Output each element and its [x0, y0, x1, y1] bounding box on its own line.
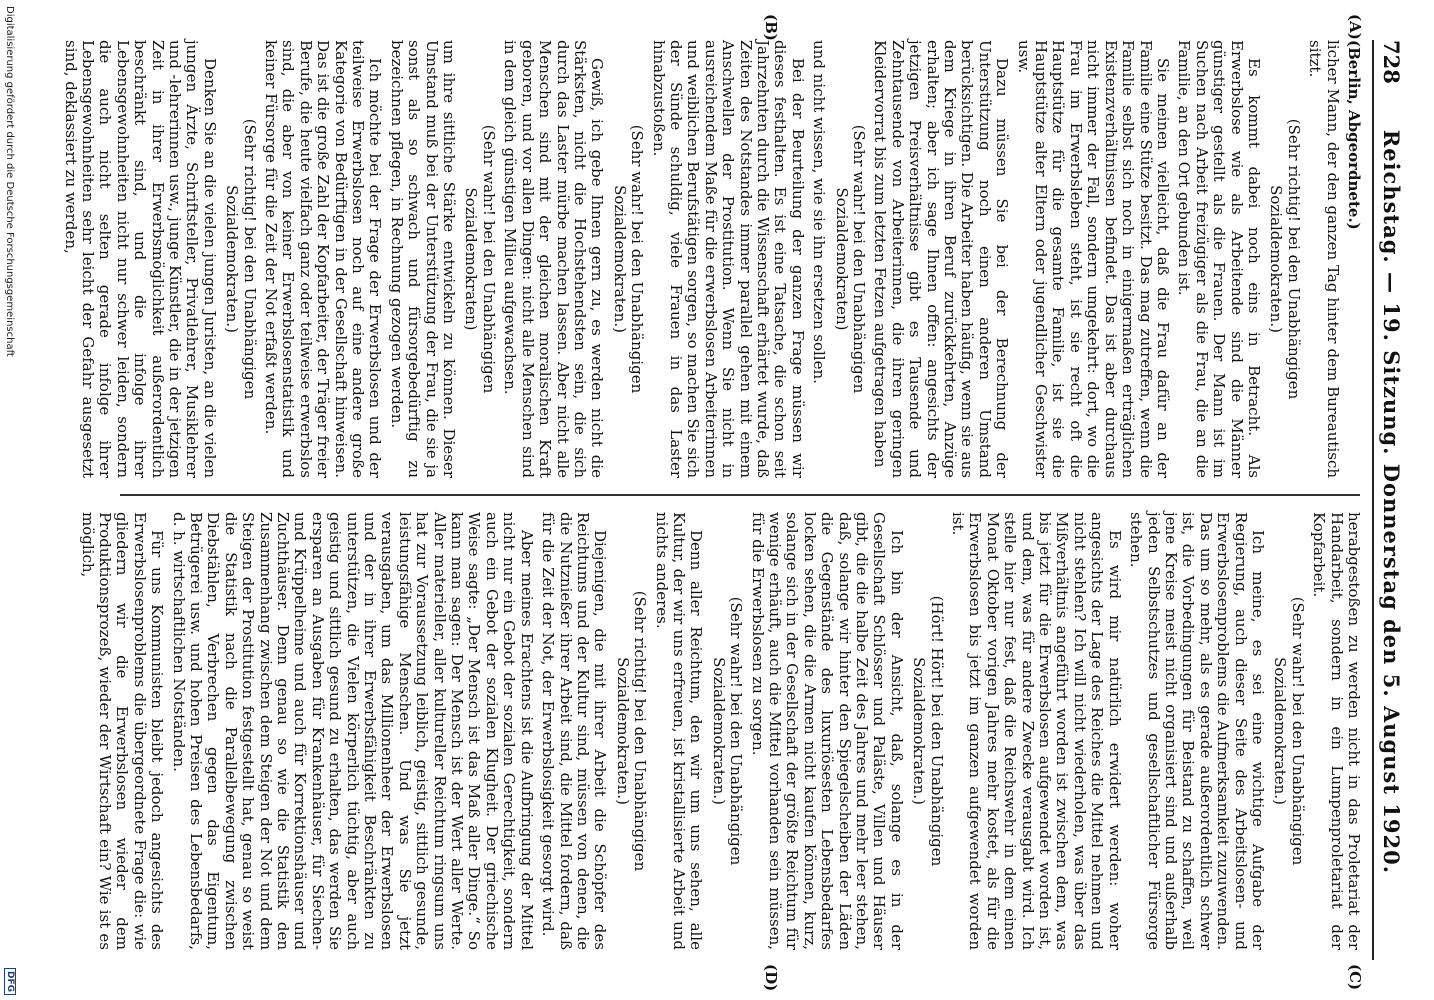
page-number: 728 [1379, 40, 1405, 84]
interjection: (Sehr richtig! bei den Unabhängigen Sozialdemokraten.) [223, 118, 259, 400]
interjection: (Sehr wahr! bei den Unabhängigen Sozialdemokraten.) [1271, 596, 1307, 866]
right-text-column [78, 512, 1363, 950]
paragraph: Ich bin der Ansicht, daß, solange es in der Gesellschaft Schlösser und Paläste, Villen und Häuser gibt, die die halbe Zeit des Jahres und mehr leer stehen, daß, solange wir hinter den Spiegelscheiben der Läden die Gegenstände des luxuriösesten Lebensbedarfes locken sehen, die die Armen nicht kaufen können, kurz, solange sich in der Gesellschaft der größte Reichtum für wenige erhäuft, auch die Mittel vorhanden sein müssen, für die Erwerbslosen zu sorgen. [748, 512, 906, 950]
page-title: Reichstag. — 19. Sitzung. Donnerstag den 5. August 1920. [1379, 129, 1405, 875]
interjection: (Sehr wahr! bei den Unabhängigen Sozialdemokraten) [462, 124, 498, 394]
paragraph [1345, 40, 1362, 478]
interjection: (Sehr wahr! bei den Unabhängigen Sozialdemokraten.) [610, 124, 647, 394]
paragraph: Diejenigen, die mit ihrer Arbeit die Schöpfer des Reichtums und der Kultur sind, müssen von denen, die die Nutznießer ihrer Arbeit sind, die Mittel fordern, daß für die Zeit der Not, der Erwerbslosigkeit gesorgt wird. [539, 512, 610, 950]
paragraph: Ich meine, es sei eine wichtige Aufgabe der Regierung, auch dieser Seite des Arbeitslosen- und Erwerbslosenproblems die Aufmerksamkeit zuzuwenden. Das um so mehr, als es gerade außerordentlich schwer ist, die Vorbedingungen für Beistand zu schaffen, weil jene Kreise meist nicht organisiert sind und außerhalb jeden Selbstschutzes und gesellschaftlicher Fürsorge stehen. [1127, 512, 1267, 950]
paragraph: herabgestoßen zu werden nicht in das Proletariat der Handarbeit, sondern in ein Lumpenproletariat der Kopfarbeit. [1310, 512, 1363, 950]
paragraph: Es kommt dabei noch eins in Betracht. Als Erwerbslose wie als Arbeitende sind die Männer günstiger gestellt als die Frauen. Der Mann ist im Suchen nach Arbeit freizügiger als die Frau, die an die Familie, an den Ort gebunden ist. [1175, 40, 1263, 478]
interjection: (Hört! Hört! bei den Unabhängigen Sozialdemokraten.) [910, 595, 946, 867]
paragraph: Es wird mir natürlich erwidert werden: woher angesichts der Lage des Reiches die Mittel nehmen und nicht stehlen? Ich will nicht wiederholen, was über das Mißverhältnis angeführt worden ist zwischen dem, was bis jetzt für die Erwerbslosen aufgewendet worden ist, und dem, was für andere Zwecke verausgabt wird. Ich stelle hier nur fest, daß die Reichswehr in dem einen Monat Oktober vorigen Jahres mehr kostet, als für die Erwerbslosen bis jetzt im ganzen aufgewendet worden ist. [949, 512, 1124, 950]
speaker-label: (Berlin, Abgeordnete.) [1345, 40, 1363, 230]
digitization-footer [4, 6, 16, 995]
paragraph: und nicht wissen, wie sie ihn ersetzen sollen. [810, 40, 829, 384]
interjection: (Sehr wahr! bei den Unabhängigen Sozialdemokraten) [832, 124, 869, 394]
paragraph: Sie meinen vielleicht, daß die Frau dafür an der Familie eine Stütze besitzt. Das mag zutreffen, wenn die Familie selbst sich noch in einigermaßen erträglichen Existenzverhältnissen befindet. Das ist aber durchaus nicht immer der Fall, sondern umgekehrt: dort, wo die Frau im Erwerbsleben steht, ist sie recht oft die Hauptstütze für die gesamte Familie, ist sie die Hauptstütze alter Eltern oder jugendlicher Geschwister usw. [1014, 40, 1172, 478]
paragraph: Aber meines Erachtens ist die Aufbringung der Mittel nicht nur ein Gebot der sozialen Gerechtigkeit, sondern auch ein Gebot der sozialen Klugheit. Der griechische Weise sagte: „Der Mensch ist das Maß aller Dinge.“ So kann man sagen: Der Mensch ist der Wert aller Werte. Aller materieller, aller kultureller Reichtum ringsum uns hat zur Voraussetzung leiblich, geistig, sittlich gesunde, leistungsfähige Menschen. Und was Sie jetzt verausgaben, um das Millionenheer der Erwerbslosen und der in ihrer Erwerbsfähigkeit Beschränkten zu unterstützen, die Vielen körperlich tüchtig, aber auch geistig und sittlich gesund zu erhalten, das werden Sie ersparen an Ausgaben für Krankenhäuser, für Siechen- und Krüppelheime und auch für Korrektionshäuser und Zuchthäuser. Denn genau so wie die Statistik den Zusammenhang zwischen dem Steigen der Not und dem Steigen der Prostitution festgestellt hat, genau so weist die Statistik nach die Parallelbewegung zwischen Diebstählen, Verbrechen gegen das Eigentum, Betrügerei usw. und hohen Preisen des Lebensbedarfs, d. h. wirtschaftlichen Notständen. [169, 512, 536, 950]
interjection: (Sehr wahr! bei den Unabhängigen Sozialdemokraten.) [709, 596, 746, 866]
margin-marker-a: (A) [1346, 14, 1364, 40]
paragraph: Bei der Beurteilung der ganzen Frage müssen wir dieses festhalten. Es ist eine Tatsache, die schon seit Jahrzehnten durch die Wissenschaft erhärtet wurde, daß Zeiten des Notstandes immer parallel gehen mit einem Anschwellen der Prostitution. Wenn Sie nicht in ausreichendem Maße für die erwerbslosen Arbeiterinnen und weiblichen Berufstätigen sorgen, so machen Sie sich der Sünde schuldig, viele Frauen in das Laster hinabzustoßen. [649, 40, 807, 478]
margin-marker-c: (C) [1346, 964, 1364, 991]
column-divider [120, 494, 1360, 496]
margin-marker-b: (B) [762, 14, 780, 41]
paragraph: Denken Sie an die vielen jungen Juristen, an die vielen jungen Ärzte, Schriftsteller, Privatlehrer, Musiklehrer und -lehrerinnen usw., junge Künstler, die in der jetzigen Zeit in ihrer Erwerbsmöglichkeit außerordentlich beschränkt sind, und die infolge ihrer Lebensgewohnheiten nicht nur schwer leiden, sondern die auch nicht selten gerade infolge ihrer Lebensgewohnheiten sehr leicht der Gefahr ausgesetzt sind, deklassiert zu werden, [61, 40, 219, 478]
dfg-logo: DFG [4, 968, 16, 995]
digitization-credit: Digitalisierung gefördert durch die Deutsche Forschungsgemeinschaft [4, 6, 16, 357]
paragraph: um ihre sittliche Stärke entwickeln zu können. Dieser Umstand muß bei der Unterstützung der Frau, die sie ja sonst als so schwach und fürsorgebedürftig zu bezeichnen pflegen, in Rechnung gezogen werden. [387, 40, 459, 478]
margin-marker-d: (D) [762, 964, 780, 992]
paragraph: Denn aller Reichtum, den wir um uns sehen, alle Kultur, der wir uns erfreuen, ist kristallisierte Arbeit und nichts anderes. [652, 512, 706, 950]
paragraph: Dazu müssen Sie bei der Berechnung der Unterstützung noch einen anderen Umstand berücksichtigen. Die Arbeiter haben häufig, wenn sie aus dem Kriege in ihren Beruf zurückkehrten, Anzüge erhalten; aber ich sage Ihnen offen: angesichts der jetzigen Preisverhältnisse gibt es Tausende und Zehntausende von Arbeiterinnen, die ihren geringen Kleidervorrat bis zum letzten Fetzen aufgetragen haben [871, 40, 1012, 478]
paragraph: Gewiß, ich gebe Ihnen gern zu, es werden nicht die Stärksten, nicht die Hochstehendsten sein, die sich durch das Laster mürbe machen lassen. Aber nicht alle Menschen sind mit der gleichen moralischen Kraft geboren, und vor allen Dingen: nicht alle Menschen sind in dem gleich günstigen Milieu aufgewachsen. [501, 40, 607, 478]
interjection: (Sehr richtig! bei den Unabhängigen Sozialdemokraten.) [1267, 118, 1303, 400]
left-text-column [61, 40, 1363, 478]
paragraph: Ich möchte bei der Frage der Erwerbslosen und der teilweise Erwerbslosen noch auf eine andere große Kategorie von Bedürftigen in der Gesellschaft hinweisen. Das ist die große Zahl der Kopfarbeiter, der Träger freier Berufe, die heute vielfach ganz oder teilweise erwerbslos sind, die aber von keiner Erwerbslosenstatistik und keiner Fürsorge für die Zeit der Not erfaßt werden. [262, 40, 385, 478]
interjection: (Sehr richtig! bei den Unabhängigen Sozialdemokraten.) [613, 590, 650, 872]
paragraph: licher Mann, der den ganzen Tag hinter dem Bureautisch sitzt. [1306, 40, 1342, 478]
paragraph: Für uns Kommunisten bleibt jedoch angesichts des Erwerbslosenproblems die übergeordnete Frage die: wie gliedern wir die Erwerbslosen wieder dem Produktionsprozeß, wieder der Wirtschaft ein? Wie ist es möglich, [78, 512, 167, 950]
page-header [1372, 40, 1410, 960]
